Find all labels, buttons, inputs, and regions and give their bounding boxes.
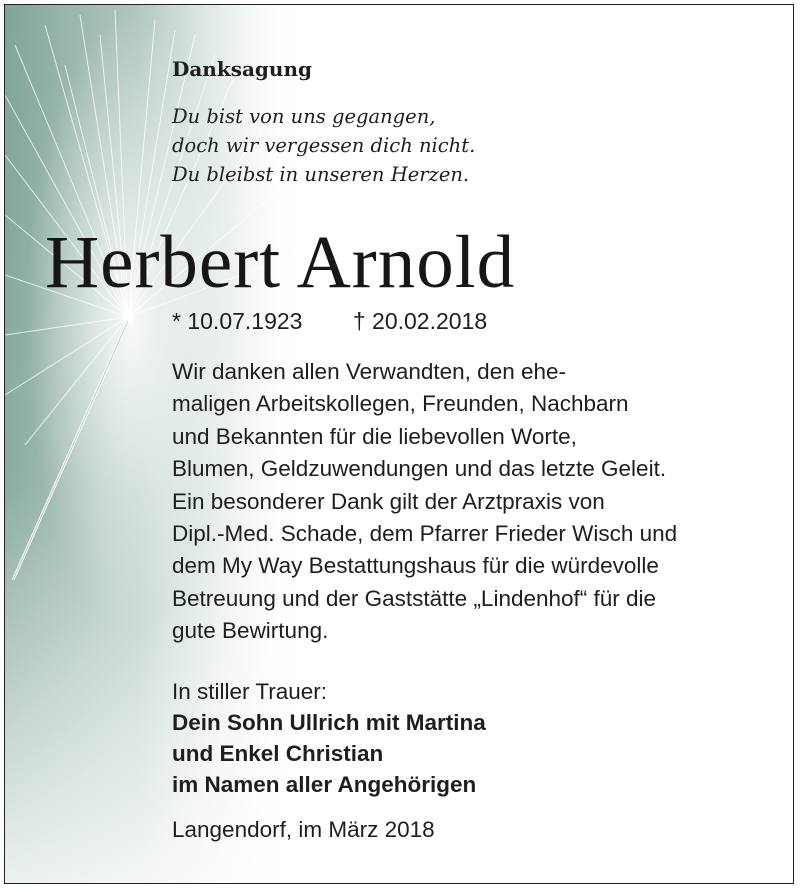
mourners-block (172, 676, 486, 800)
text-line: Blumen, Geldzuwendungen und das letzte Geleit. (172, 456, 667, 482)
birth-date: * 10.07.1923 (172, 308, 303, 334)
text-line: Ein besonderer Dank gilt der Arztpraxis von (172, 488, 605, 514)
thank-you-text (172, 356, 677, 648)
notice-heading: Danksagung (172, 57, 312, 81)
text-line: Wir danken allen Verwandten, den ehe- (172, 359, 567, 384)
life-dates (172, 308, 487, 335)
death-date: † 20.02.2018 (352, 308, 488, 334)
poem-line: Du bist von uns gegangen, (172, 105, 436, 128)
place-and-date: Langendorf, im März 2018 (172, 817, 435, 842)
text-line: maligen Arbeitskollegen, Freunden, Nachbarn (172, 391, 629, 417)
text-line: gute Bewirtung. (172, 618, 329, 644)
text-line: Dipl.-Med. Schade, dem Pfarrer Frieder Wisch und (172, 521, 678, 547)
mourner-line: im Namen aller Angehörigen (172, 772, 477, 797)
poem-line: Du bleibst in unseren Herzen. (172, 163, 470, 186)
poem (172, 102, 475, 189)
mourning-intro: In stiller Trauer: (172, 679, 328, 704)
mourner-line: Dein Sohn Ullrich mit Martina (172, 710, 486, 735)
obituary-notice (4, 4, 794, 884)
deceased-name: Herbert Arnold (45, 221, 516, 304)
poem-line: doch wir vergessen dich nicht. (172, 134, 476, 157)
text-line: Betreuung und der Gaststätte „Lindenhof“ für die (172, 585, 657, 611)
mourner-line: und Enkel Christian (172, 741, 384, 766)
text-line: und Bekannten für die liebevollen Worte, (172, 423, 577, 449)
text-line: dem My Way Bestattungshaus für die würdevolle (172, 553, 659, 579)
